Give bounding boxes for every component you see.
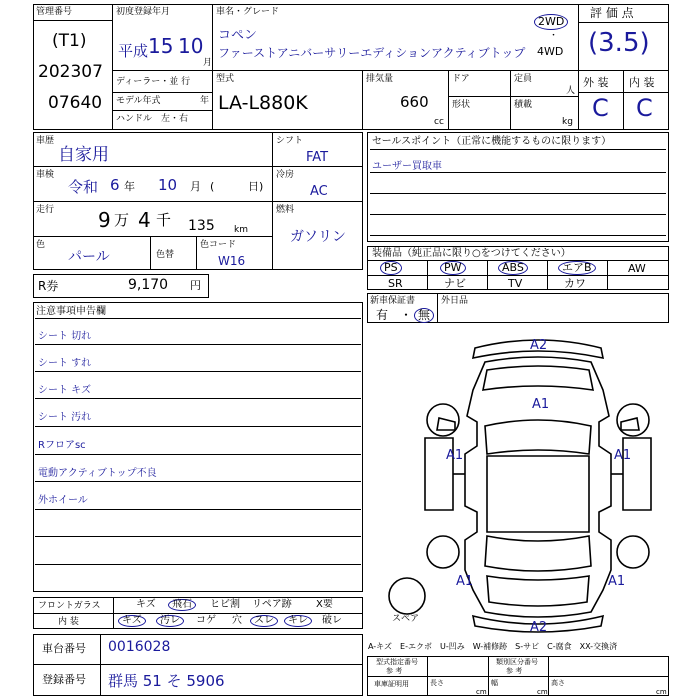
- mileage-sen-unit: 千: [156, 211, 172, 229]
- door-label: ドア: [452, 74, 470, 84]
- color-label: 色: [36, 240, 46, 250]
- equipment-ps: PS: [380, 261, 402, 275]
- height-label: 高さ: [551, 679, 565, 687]
- mileage-rest: 135: [188, 218, 215, 234]
- car-diagram: [367, 326, 669, 636]
- model-cert-label: 型式指定番号: [376, 658, 418, 666]
- chassis-label: 車台番号: [42, 642, 86, 655]
- history-label: 車歴: [36, 136, 55, 146]
- top-section: [33, 4, 669, 130]
- registration-value: 群馬 51 そ 5906: [108, 672, 225, 690]
- recycle-label: R券: [38, 279, 59, 293]
- fuel-value: ガソリン: [290, 229, 346, 245]
- drive-2wd: 2WD: [534, 14, 568, 30]
- sales-point-label: セールスポイント（正常に機能するものに限ります）: [372, 136, 612, 147]
- damage-mark-front-bumper: A2: [530, 338, 548, 353]
- interior-label: 内 装: [58, 617, 79, 627]
- inspection-era: 令和: [68, 178, 99, 196]
- interior-item-rip: 破レ: [322, 615, 342, 626]
- recycle-value: 9,170: [128, 277, 169, 293]
- color-code-label: 色コード: [200, 240, 237, 250]
- warranty-label: 新車保証書: [370, 296, 416, 306]
- displacement-label: 排気量: [366, 74, 394, 84]
- aircon-value: AC: [310, 184, 328, 199]
- first-reg-month-unit: 月: [203, 58, 213, 68]
- height-unit: cm: [656, 688, 667, 696]
- fuel-label: 燃料: [276, 205, 295, 215]
- equipment-aw: AW: [628, 262, 646, 275]
- damage-mark-hood: A1: [532, 397, 550, 412]
- equipment-airbag: エアB: [558, 261, 596, 275]
- handle-label: ハンドル 左・右: [116, 114, 189, 124]
- equipment-abs: ABS: [498, 261, 528, 275]
- capacity-label: 定員: [514, 74, 533, 84]
- model-type-value: LA-L880K: [218, 92, 308, 114]
- ref-label-2: 参 考: [506, 667, 523, 675]
- car-name-label: 車名・グレード: [216, 7, 280, 17]
- load-label: 積載: [514, 100, 533, 110]
- inspection-month: 10: [158, 176, 178, 194]
- glass-label: フロントガラス: [38, 601, 101, 611]
- mileage-unit: km: [234, 225, 248, 235]
- length-label: 長さ: [430, 679, 444, 687]
- shift-value: FAT: [306, 150, 329, 165]
- note-line-1: シート 切れ: [38, 331, 92, 342]
- equipment-navi: ナビ: [444, 277, 466, 290]
- interior-item-scratch: キズ: [118, 615, 146, 627]
- history-value: 自家用: [58, 145, 109, 165]
- delivery-label: 外日品: [441, 296, 469, 306]
- ref-label-1: 参 考: [386, 667, 403, 675]
- damage-mark-right-rear: A1: [608, 574, 626, 589]
- recycle-section: [33, 274, 209, 298]
- car-name: コペン: [218, 28, 258, 43]
- score-ext-label: 外 装: [583, 76, 609, 89]
- car-grade: ファーストアニバーサリーエディションアクティブトップ: [218, 46, 526, 60]
- interior-item-dirt: 汚レ: [156, 615, 184, 627]
- inspection-month-unit: 月: [190, 180, 201, 193]
- interior-item-burn: コゲ: [196, 615, 216, 626]
- aircon-label: 冷房: [276, 170, 295, 180]
- cert-no-label: 車庫証明用: [374, 680, 409, 688]
- equipment-pw: PW: [440, 261, 466, 275]
- lot-value-1: (T1): [52, 31, 87, 51]
- damage-legend: A-キズ E-エクボ U-凹み W-補修跡 S-サビ C-腐食 XX-交換済: [368, 642, 618, 651]
- equipment-tv: TV: [508, 277, 523, 290]
- drive-4wd: 4WD: [537, 45, 564, 58]
- mileage-man: 9: [98, 208, 111, 232]
- model-year-label: モデル年式: [116, 96, 161, 106]
- equipment-label: 装備品（純正品に限り○をつけてください）: [372, 248, 571, 259]
- capacity-unit: 人: [566, 86, 576, 96]
- first-reg-year: 15: [148, 34, 174, 58]
- damage-mark-left-rear: A1: [456, 574, 474, 589]
- dealer-label: ディーラー・並 行: [116, 77, 191, 87]
- first-reg-era: 平成: [118, 42, 149, 60]
- mileage-man-unit: 万: [114, 211, 130, 229]
- lot-value-2: 202307: [38, 62, 103, 82]
- glass-item-crack: ヒビ割: [210, 599, 240, 610]
- glass-item-repair: リペア跡: [252, 599, 292, 610]
- mileage-sen: 4: [138, 208, 151, 232]
- score-int: C: [636, 94, 653, 122]
- interior-item-tear: キレ: [284, 615, 312, 627]
- lot-value-3: 07640: [48, 93, 103, 113]
- score-value: (3.5): [588, 28, 650, 58]
- note-line-4: シート 汚れ: [38, 412, 92, 423]
- mileage-label: 走行: [36, 205, 55, 215]
- inspection-day-open: (: [210, 180, 215, 193]
- sales-point-line-1: ユーザー買取車: [372, 161, 442, 172]
- inspection-year-unit: 年: [124, 180, 135, 193]
- recycle-unit: 円: [190, 279, 201, 292]
- registration-label: 登録番号: [42, 673, 86, 686]
- damage-mark-left-front: A1: [446, 448, 464, 463]
- score-label: 評 価 点: [590, 6, 634, 20]
- color-value: パール: [68, 249, 110, 265]
- class-label: 類別区分番号: [496, 658, 538, 666]
- note-line-7: 外ホイール: [38, 495, 88, 506]
- note-line-6: 電動アクティブトップ不良: [38, 468, 157, 479]
- warranty-no: 無: [414, 308, 434, 323]
- length-unit: cm: [476, 688, 487, 696]
- interior-item-hole: 穴: [232, 615, 242, 626]
- first-reg-label: 初度登録年月: [116, 7, 171, 17]
- note-line-3: シート キズ: [38, 385, 91, 396]
- warranty-dot: ・: [400, 308, 413, 322]
- inspection-label: 車検: [36, 170, 55, 180]
- glass-item-scratch: キズ: [136, 599, 156, 610]
- glass-item-x: X要: [316, 599, 333, 610]
- inspection-year: 6: [110, 176, 120, 194]
- displacement-value: 660: [400, 93, 429, 111]
- damage-mark-rear-bumper: A2: [530, 620, 548, 635]
- interior-item-rub: スレ: [250, 615, 278, 627]
- drive-dot: ・: [549, 31, 559, 41]
- score-int-label: 内 装: [629, 76, 655, 89]
- note-line-5: Rフロアsc: [38, 440, 86, 451]
- warranty-yes: 有: [376, 308, 389, 322]
- chassis-value: 0016028: [108, 639, 171, 655]
- displacement-unit: cc: [434, 117, 444, 127]
- inspection-day-unit: 日): [248, 180, 264, 193]
- lot-label: 管理番号: [36, 7, 73, 17]
- score-ext: C: [592, 94, 609, 122]
- width-label: 幅: [491, 679, 498, 687]
- shift-label: シフト: [276, 136, 304, 146]
- first-reg-month: 10: [178, 34, 204, 58]
- damage-mark-right-front: A1: [614, 448, 632, 463]
- repaint-label: 色替: [156, 250, 175, 260]
- shape-label: 形状: [452, 100, 471, 110]
- equipment-leather: カワ: [564, 277, 586, 290]
- note-line-2: シート すれ: [38, 358, 92, 369]
- notes-label: 注意事項申告欄: [36, 306, 106, 317]
- spare-label: スペア: [392, 614, 420, 624]
- glass-item-chip: 飛石: [168, 599, 196, 611]
- load-unit: kg: [562, 117, 573, 127]
- width-unit: cm: [537, 688, 548, 696]
- equipment-sr: SR: [388, 277, 403, 290]
- model-year-unit: 年: [200, 96, 210, 106]
- model-type-label: 型式: [216, 74, 235, 84]
- color-code: W16: [218, 254, 246, 268]
